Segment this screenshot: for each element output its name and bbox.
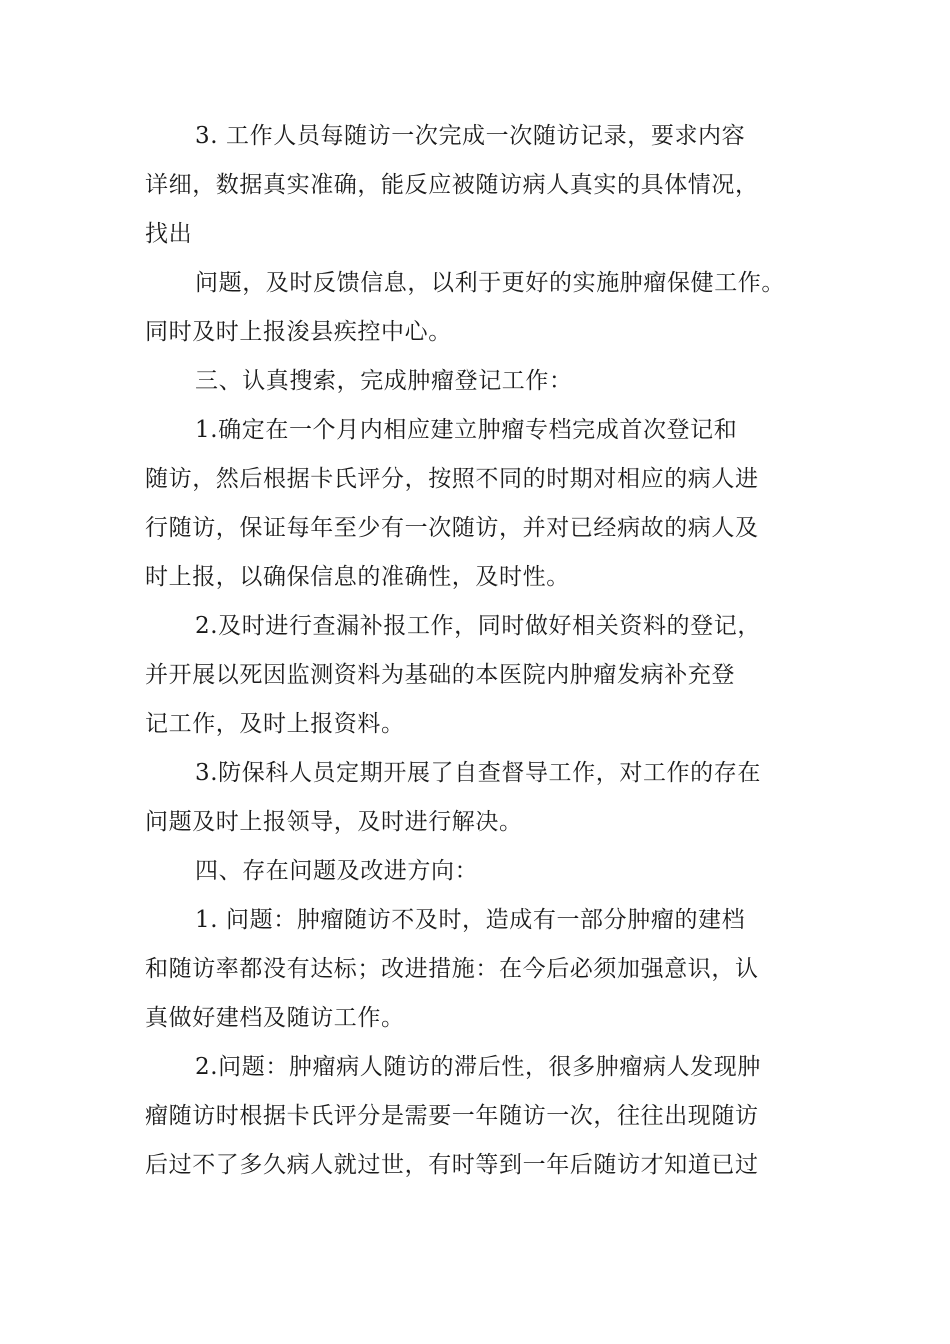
text-line: 瘤随访时根据卡氏评分是需要一年随访一次，往往出现随访 [145,1103,759,1129]
section-heading: 三、认真搜索，完成肿瘤登记工作： [195,368,573,394]
text-line: 真做好建档及随访工作。 [145,1005,405,1031]
text-line: 找出 [145,221,193,247]
text-line: 2.及时进行查漏补报工作，同时做好相关资料的登记， [195,613,761,639]
text-line: 问题及时上报领导，及时进行解决。 [145,809,523,835]
text-line: 1. 问题：肿瘤随访不及时，造成有一部分肿瘤的建档 [195,907,746,933]
text-line: 记工作，及时上报资料。 [145,711,405,737]
text-line: 2.问题：肿瘤病人随访的滞后性，很多肿瘤病人发现肿 [195,1054,761,1080]
text-line: 时上报，以确保信息的准确性，及时性。 [145,564,570,590]
text-line: 随访，然后根据卡氏评分，按照不同的时期对相应的病人进 [145,466,759,492]
text-line: 并开展以死因监测资料为基础的本医院内肿瘤发病补充登 [145,662,735,688]
text-line: 同时及时上报浚县疾控中心。 [145,319,452,345]
text-line: 3. 工作人员每随访一次完成一次随访记录，要求内容 [195,123,746,149]
text-line: 问题，及时反馈信息，以利于更好的实施肿瘤保健工作。 [195,270,785,296]
section-heading: 四、存在问题及改进方向： [195,858,479,884]
text-line: 详细，数据真实准确，能反应被随访病人真实的具体情况， [145,172,759,198]
text-line: 3.防保科人员定期开展了自查督导工作，对工作的存在 [195,760,761,786]
text-line: 后过不了多久病人就过世，有时等到一年后随访才知道已过 [145,1152,759,1178]
text-line: 行随访，保证每年至少有一次随访，并对已经病故的病人及 [145,515,759,541]
text-line: 和随访率都没有达标；改进措施：在今后必须加强意识，认 [145,956,759,982]
document-page [145,112,835,1190]
text-line: 1.确定在一个月内相应建立肿瘤专档完成首次登记和 [195,417,738,443]
